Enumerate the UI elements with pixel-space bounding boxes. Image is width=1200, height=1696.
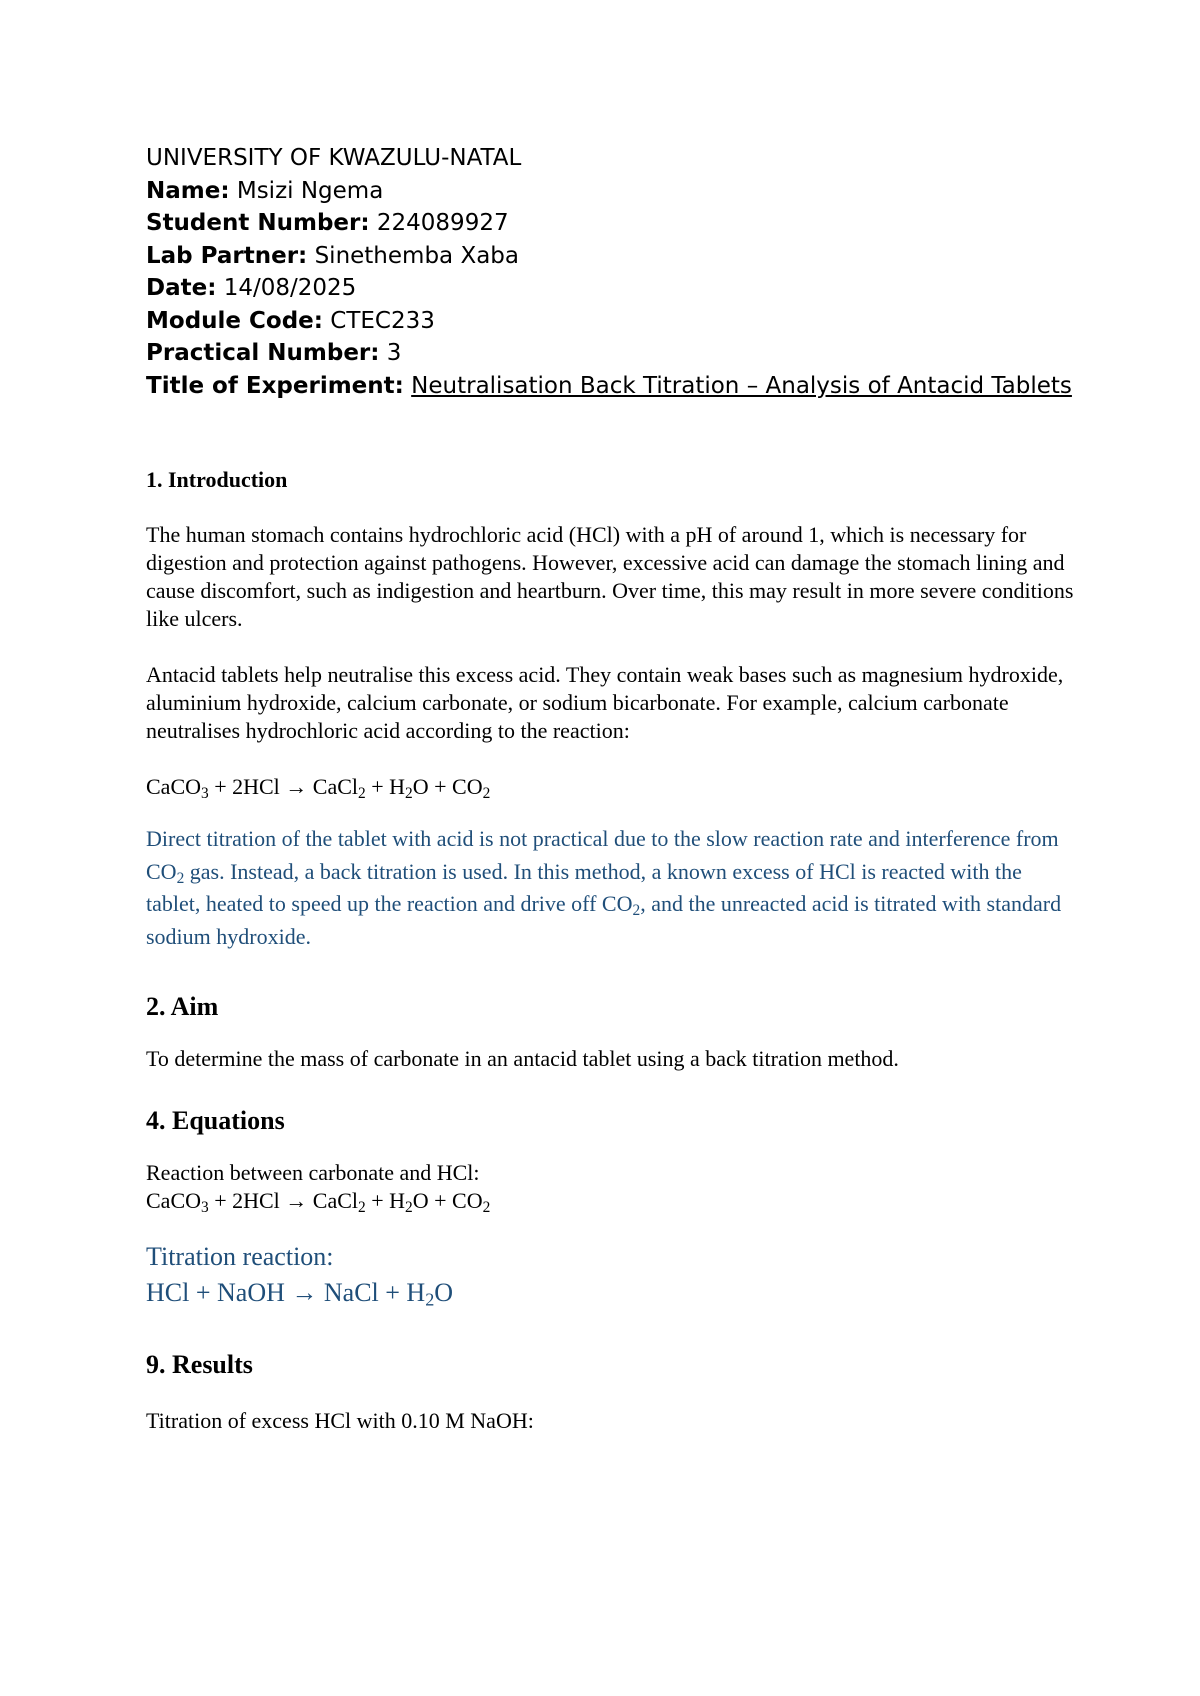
student-number-label: Student Number:: [146, 210, 370, 236]
lab-partner-line: [146, 240, 1076, 273]
module-code-value: CTEC233: [322, 307, 435, 334]
titration-reaction-equation: HCl + NaOH → NaCl + $H_2O$: [146, 1278, 454, 1310]
titration-reaction-heading: Titration reaction:: [146, 1242, 334, 1271]
introduction-heading: 1. Introduction: [146, 467, 288, 492]
module-code-line: [146, 305, 1076, 338]
lab-partner-value: Sinethemba Xaba: [307, 242, 519, 269]
name-line: [146, 175, 1076, 208]
practical-number-label: Practical Number:: [146, 340, 380, 366]
carbonate-reaction-intro: Reaction between carbonate and HCl:: [146, 1160, 480, 1185]
date-line: [146, 272, 1076, 305]
document-page: [146, 142, 1076, 1435]
equations-heading: 4. Equations: [146, 1106, 285, 1135]
calcium-carbonate-equation: CaCO$_3$ + 2HCl → CaCl$_2$ + $H_2O + CO_2$: [146, 774, 491, 802]
student-number-value: 224089927: [369, 210, 509, 236]
carbonate-reaction-equation: CaCO$_3$ + 2HCl → CaCl$_2$ + $H_2O + CO_2$: [146, 1188, 491, 1216]
back-titration-explanation: Direct titration of the tablet with acid is not practical due to the slow reaction rate and interference from $CO_2$ gas. Instead, a back titration is used. In this method, a known excess of HCl is reacted with the tablet, heated to speed up the reaction and drive off $CO_2$, and the unreacted acid is titrated with standard sodium hydroxide.: [146, 826, 1062, 949]
name-value: Msizi Ngema: [229, 177, 384, 204]
aim-heading: 2. Aim: [146, 992, 219, 1021]
results-heading: 9. Results: [146, 1350, 253, 1379]
introduction-paragraph-1: The human stomach contains hydrochloric acid (HCl) with a pH of around 1, which is necessary for digestion and protection against pathogens. However, excessive acid can damage the stomach lining and cause discomfort, such as indigestion and heartburn. Over time, this may result in more severe conditions like ulcers.: [146, 522, 1074, 631]
student-number-line: [146, 207, 1076, 240]
lab-partner-label: Lab Partner:: [146, 242, 308, 269]
university-name: UNIVERSITY OF KWAZULU-NATAL: [146, 145, 522, 171]
experiment-title-label: Title of Experiment:: [146, 372, 404, 399]
name-label: Name:: [146, 177, 230, 204]
date-label: Date:: [146, 275, 217, 301]
introduction-paragraph-2: Antacid tablets help neutralise this excess acid. They contain weak bases such as magnesium hydroxide, aluminium hydroxide, calcium carbonate, or sodium bicarbonate. For example, calcium carbonate neutralises hydrochloric acid according to the reaction:: [146, 662, 1064, 743]
header-block: [146, 142, 1076, 402]
practical-number-line: [146, 337, 1076, 370]
aim-text: To determine the mass of carbonate in an antacid tablet using a back titration method.: [146, 1046, 899, 1071]
module-code-label: Module Code:: [146, 307, 323, 334]
results-text: Titration of excess HCl with 0.10 M NaOH:: [146, 1408, 534, 1433]
practical-number-value: 3: [379, 340, 402, 366]
date-value: 14/08/2025: [216, 275, 357, 301]
experiment-title-line: [146, 370, 1076, 403]
experiment-title-value: Neutralisation Back Titration – Analysis of Antacid Tablets: [411, 372, 1072, 399]
